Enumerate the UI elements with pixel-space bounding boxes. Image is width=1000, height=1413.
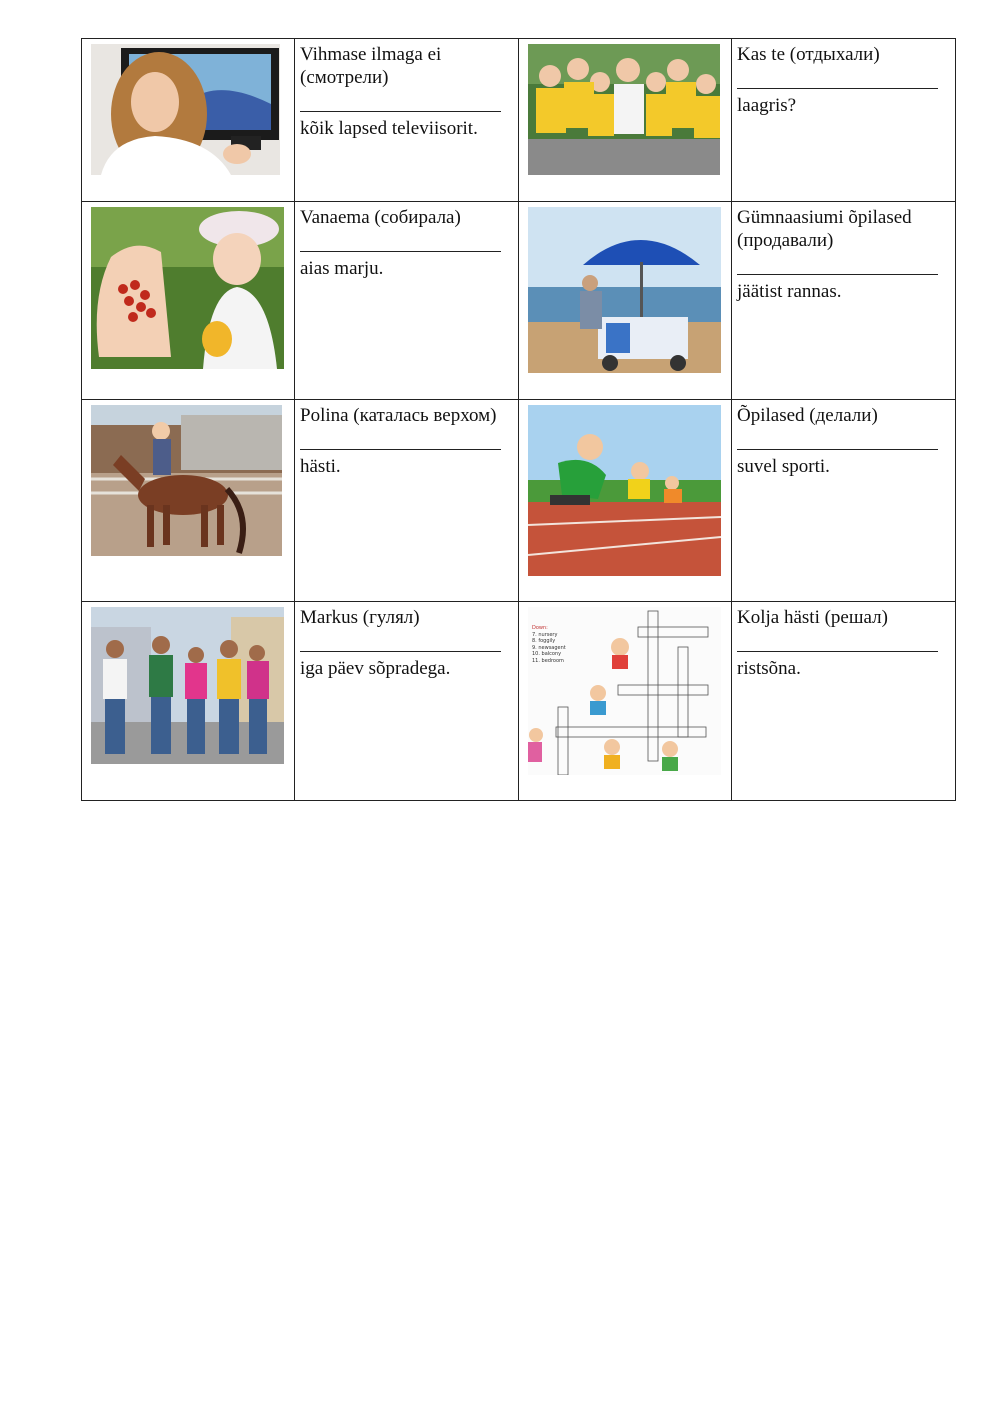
sentence-prompt: Vihmase ilmaga ei (смотрели): [300, 44, 442, 88]
answer-blank[interactable]: [300, 637, 501, 652]
exercise-row: [82, 400, 956, 602]
answer-blank[interactable]: [737, 260, 938, 275]
picture-cell: [82, 400, 295, 602]
answer-blank[interactable]: [300, 237, 501, 252]
picture-cell: [519, 202, 732, 400]
picture-cell: [82, 202, 295, 400]
sentence-prompt: Gümnaasiumi õpilased (продавали): [737, 207, 912, 251]
kids-walking-together-image: [91, 607, 284, 764]
picture-cell: [82, 602, 295, 801]
answer-blank[interactable]: [737, 637, 938, 652]
kids-on-running-track-image: [528, 405, 721, 576]
sentence-ending: kõik lapsed televiisorit.: [300, 118, 478, 139]
answer-blank[interactable]: [300, 435, 501, 450]
exercise-table: [81, 38, 956, 801]
sentence-prompt: Õpilased (делали): [737, 405, 878, 426]
crossword-clue: Down:: [532, 625, 548, 631]
sentence-prompt: Kas te (отдыхали): [737, 44, 880, 65]
sentence-cell: [732, 202, 956, 400]
picture-cell: [519, 39, 732, 202]
sentence-cell: [295, 202, 519, 400]
crossword-puzzle-image: [528, 607, 721, 775]
woman-watching-tv-image: [91, 44, 280, 175]
exercise-row: [82, 202, 956, 400]
sentence-ending: laagris?: [737, 95, 797, 116]
sentence-ending: aias marju.: [300, 258, 384, 279]
crossword-clue: 10. balcony: [532, 651, 562, 657]
picture-cell: [82, 39, 295, 202]
answer-blank[interactable]: [300, 97, 501, 112]
answer-blank[interactable]: [737, 74, 938, 89]
sentence-prompt: Polina (каталась верхом): [300, 405, 497, 426]
sentence-prompt: Markus (гулял): [300, 607, 420, 628]
crossword-clue-list: [532, 625, 566, 664]
sentence-cell: [295, 400, 519, 602]
exercise-row: [82, 39, 956, 202]
crossword-clue: 7. nursery: [532, 631, 558, 638]
picture-cell: [519, 602, 732, 801]
sentence-ending: ristsõna.: [737, 658, 801, 679]
girl-picking-berries-image: [91, 207, 284, 369]
sentence-cell: [295, 602, 519, 801]
crossword-clue: 8. foggily: [532, 638, 556, 644]
answer-blank[interactable]: [737, 435, 938, 450]
sentence-cell: [295, 39, 519, 202]
sentence-prompt: Vanaema (собирала): [300, 207, 461, 228]
picture-cell: [519, 400, 732, 602]
ice-cream-cart-on-beach-image: [528, 207, 721, 373]
sentence-ending: iga päev sõpradega.: [300, 658, 451, 679]
sentence-ending: jäätist rannas.: [737, 281, 842, 302]
sentence-ending: hästi.: [300, 456, 341, 477]
sentence-cell: [732, 602, 956, 801]
crossword-clue: 11. bedroom: [532, 657, 564, 664]
exercise-row: [82, 602, 956, 801]
sentence-ending: suvel sporti.: [737, 456, 830, 477]
crossword-clue: 9. newsagent: [532, 644, 566, 651]
children-at-camp-image: [528, 44, 720, 175]
sentence-prompt: Kolja hästi (решал): [737, 607, 888, 628]
sentence-cell: [732, 39, 956, 202]
sentence-cell: [732, 400, 956, 602]
child-riding-horse-image: [91, 405, 282, 556]
